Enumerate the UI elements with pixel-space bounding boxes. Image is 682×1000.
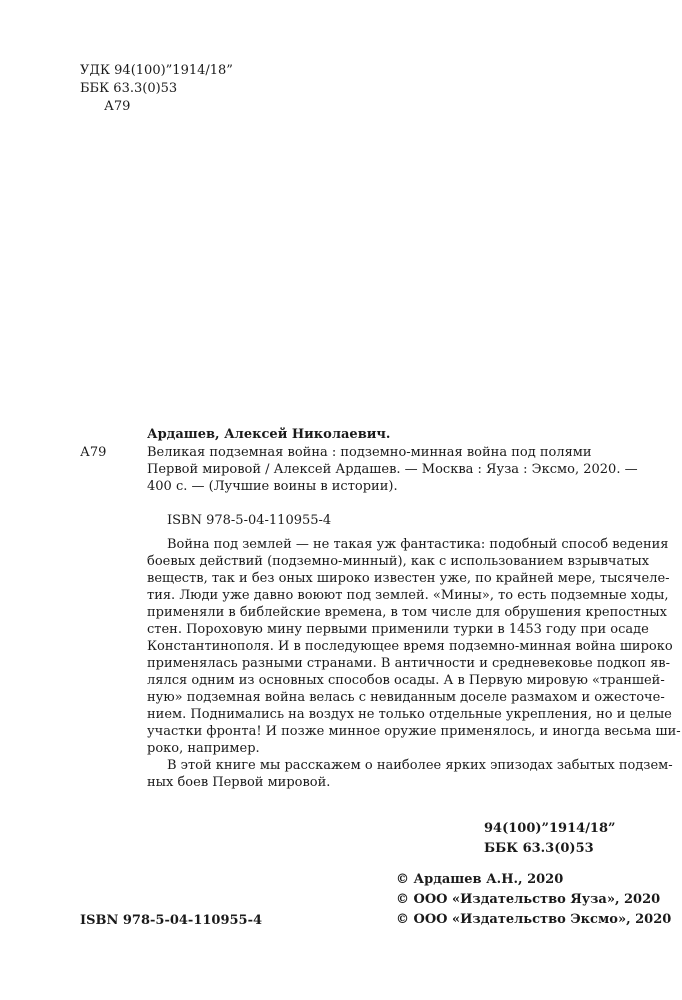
- copyright-block: [396, 871, 671, 931]
- annotation-line: тия. Люди уже давно воюют под землей. «Мины», то есть подземные ходы,: [147, 588, 669, 603]
- copyright-line: © ООО «Издательство Яуза», 2020: [396, 892, 661, 907]
- annotation-line: веществ, так и без оных широко известен уже, по крайней мере, тысячеле-: [147, 571, 670, 586]
- annotation: [147, 536, 681, 791]
- annotation-line: боевых действий (подземно-минный), как с использованием взрывчатых: [147, 554, 650, 569]
- annotation-line: лялся одним из основных способов осады. А в Первую мировую «траншей-: [147, 673, 665, 688]
- udk-code: УДК 94(100)”1914/18”: [80, 63, 233, 78]
- classification-codes-right: [484, 820, 616, 860]
- bbk-code-right: ББК 63.3(0)53: [484, 841, 594, 856]
- copyright-line: © Ардашев А.Н., 2020: [396, 872, 564, 887]
- annotation-line: применяли в библейские времена, в том числе для обрушения крепостных: [147, 605, 667, 620]
- bib-line: 400 с. — (Лучшие воины в истории).: [147, 479, 398, 494]
- annotation-line: нием. Поднимались на воздух не только отдельные укрепления, но и целые: [147, 707, 672, 722]
- annotation-line: Война под землей — не такая уж фантастика: подобный способ ведения: [167, 537, 669, 552]
- author-heading: Ардашев, Алексей Николаевич.: [147, 427, 391, 442]
- isbn-bottom: ISBN 978-5-04-110955-4: [80, 913, 263, 928]
- annotation-line: В этой книге мы расскажем о наиболее ярких эпизодах забытых подзем-: [167, 758, 673, 773]
- copyright-line: © ООО «Издательство Эксмо», 2020: [396, 912, 672, 927]
- record-cipher: А79: [80, 445, 107, 460]
- bibliographic-description: [147, 444, 638, 495]
- annotation-line: ную» подземная война велась с невиданным доселе размахом и ожесточе-: [147, 690, 665, 705]
- bib-line: Великая подземная война : подземно-минная война под полями: [147, 445, 592, 460]
- annotation-line: ных боев Первой мировой.: [147, 775, 331, 790]
- annotation-line: роко, например.: [147, 741, 260, 756]
- classification-codes: [80, 62, 233, 116]
- annotation-line: стен. Пороховую мину первыми применили турки в 1453 году при осаде: [147, 622, 649, 637]
- bib-line: Первой мировой / Алексей Ардашев. — Москва : Яуза : Эксмо, 2020. —: [147, 462, 638, 477]
- author-cipher: А79: [104, 99, 131, 114]
- annotation-line: Константинополя. И в последующее время подземно-минная война широко: [147, 639, 673, 654]
- udk-code-right: 94(100)”1914/18”: [484, 821, 616, 836]
- bbk-code: ББК 63.3(0)53: [80, 81, 178, 96]
- record-isbn: ISBN 978-5-04-110955-4: [167, 513, 332, 528]
- annotation-line: применялась разными странами. В античности и средневековье подкоп яв-: [147, 656, 671, 671]
- annotation-line: участки фронта! И позже минное оружие применялось, и иногда весьма ши-: [147, 724, 681, 739]
